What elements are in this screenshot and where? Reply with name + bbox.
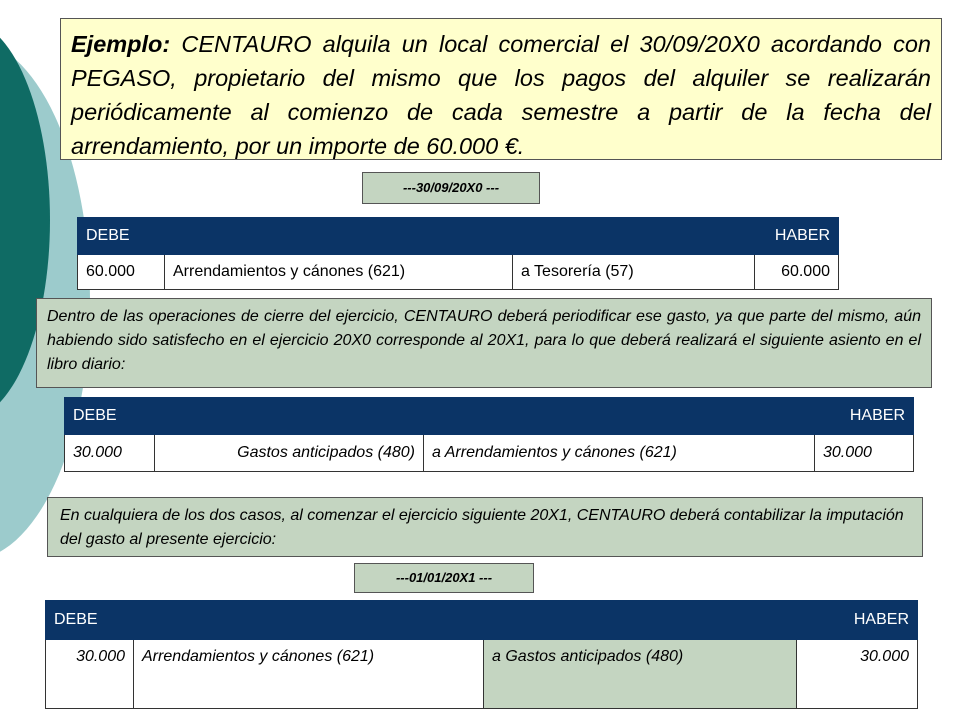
header-blank xyxy=(134,601,484,640)
table-header xyxy=(78,218,839,255)
journal-entry-3 xyxy=(45,600,918,709)
table-row xyxy=(65,435,914,472)
note-imputation: En cualquiera de los dos casos, al comenzar el ejercicio siguiente 20X1, CENTAURO deberá contabilizar la imputación del gasto al presente ejercicio: xyxy=(47,497,923,557)
debe-amount: 60.000 xyxy=(78,255,165,290)
credit-account: a Tesorería (57) xyxy=(513,255,755,290)
haber-amount: 60.000 xyxy=(755,255,839,290)
journal-entry-2 xyxy=(64,397,914,472)
header-blank xyxy=(165,218,513,255)
header-blank xyxy=(513,218,755,255)
debe-header: DEBE xyxy=(46,601,134,640)
example-box xyxy=(60,18,942,160)
debe-header: DEBE xyxy=(78,218,165,255)
table-header xyxy=(46,601,918,640)
note-closing: Dentro de las operaciones de cierre del ejercicio, CENTAURO deberá periodificar ese gasto, ya que parte del mismo, aún habiendo sido satisfecho en el ejercicio 20X0 corresponde al 20X1, para lo que deberá realizará el siguiente asiento en el libro diario: xyxy=(36,298,932,388)
haber-amount: 30.000 xyxy=(815,435,914,472)
header-blank xyxy=(155,398,424,435)
debit-account: Gastos anticipados (480) xyxy=(155,435,424,472)
header-blank xyxy=(484,601,797,640)
example-lead: Ejemplo: xyxy=(71,31,171,57)
debe-header: DEBE xyxy=(65,398,155,435)
debe-amount: 30.000 xyxy=(65,435,155,472)
credit-account: a Arrendamientos y cánones (621) xyxy=(424,435,815,472)
haber-amount: 30.000 xyxy=(797,640,918,709)
table-row xyxy=(46,640,918,709)
debe-amount: 30.000 xyxy=(46,640,134,709)
haber-header: HABER xyxy=(797,601,918,640)
credit-account: a Gastos anticipados (480) xyxy=(484,640,797,709)
date-label-1: ---30/09/20X0 --- xyxy=(362,172,540,204)
debit-account: Arrendamientos y cánones (621) xyxy=(134,640,484,709)
example-text: CENTAURO alquila un local comercial el 30/09/20X0 acordando con PEGASO, propietario del mismo que los pagos del alquiler se realizarán periódicamente al comienzo de cada semestre a partir de la fecha del arrendamiento, por un importe de 60.000 €. xyxy=(71,31,931,159)
date-label-2: ---01/01/20X1 --- xyxy=(354,563,534,593)
haber-header: HABER xyxy=(815,398,914,435)
table-header xyxy=(65,398,914,435)
header-blank xyxy=(424,398,815,435)
table-row xyxy=(78,255,839,290)
journal-entry-1 xyxy=(77,217,839,290)
debit-account: Arrendamientos y cánones (621) xyxy=(165,255,513,290)
haber-header: HABER xyxy=(755,218,839,255)
